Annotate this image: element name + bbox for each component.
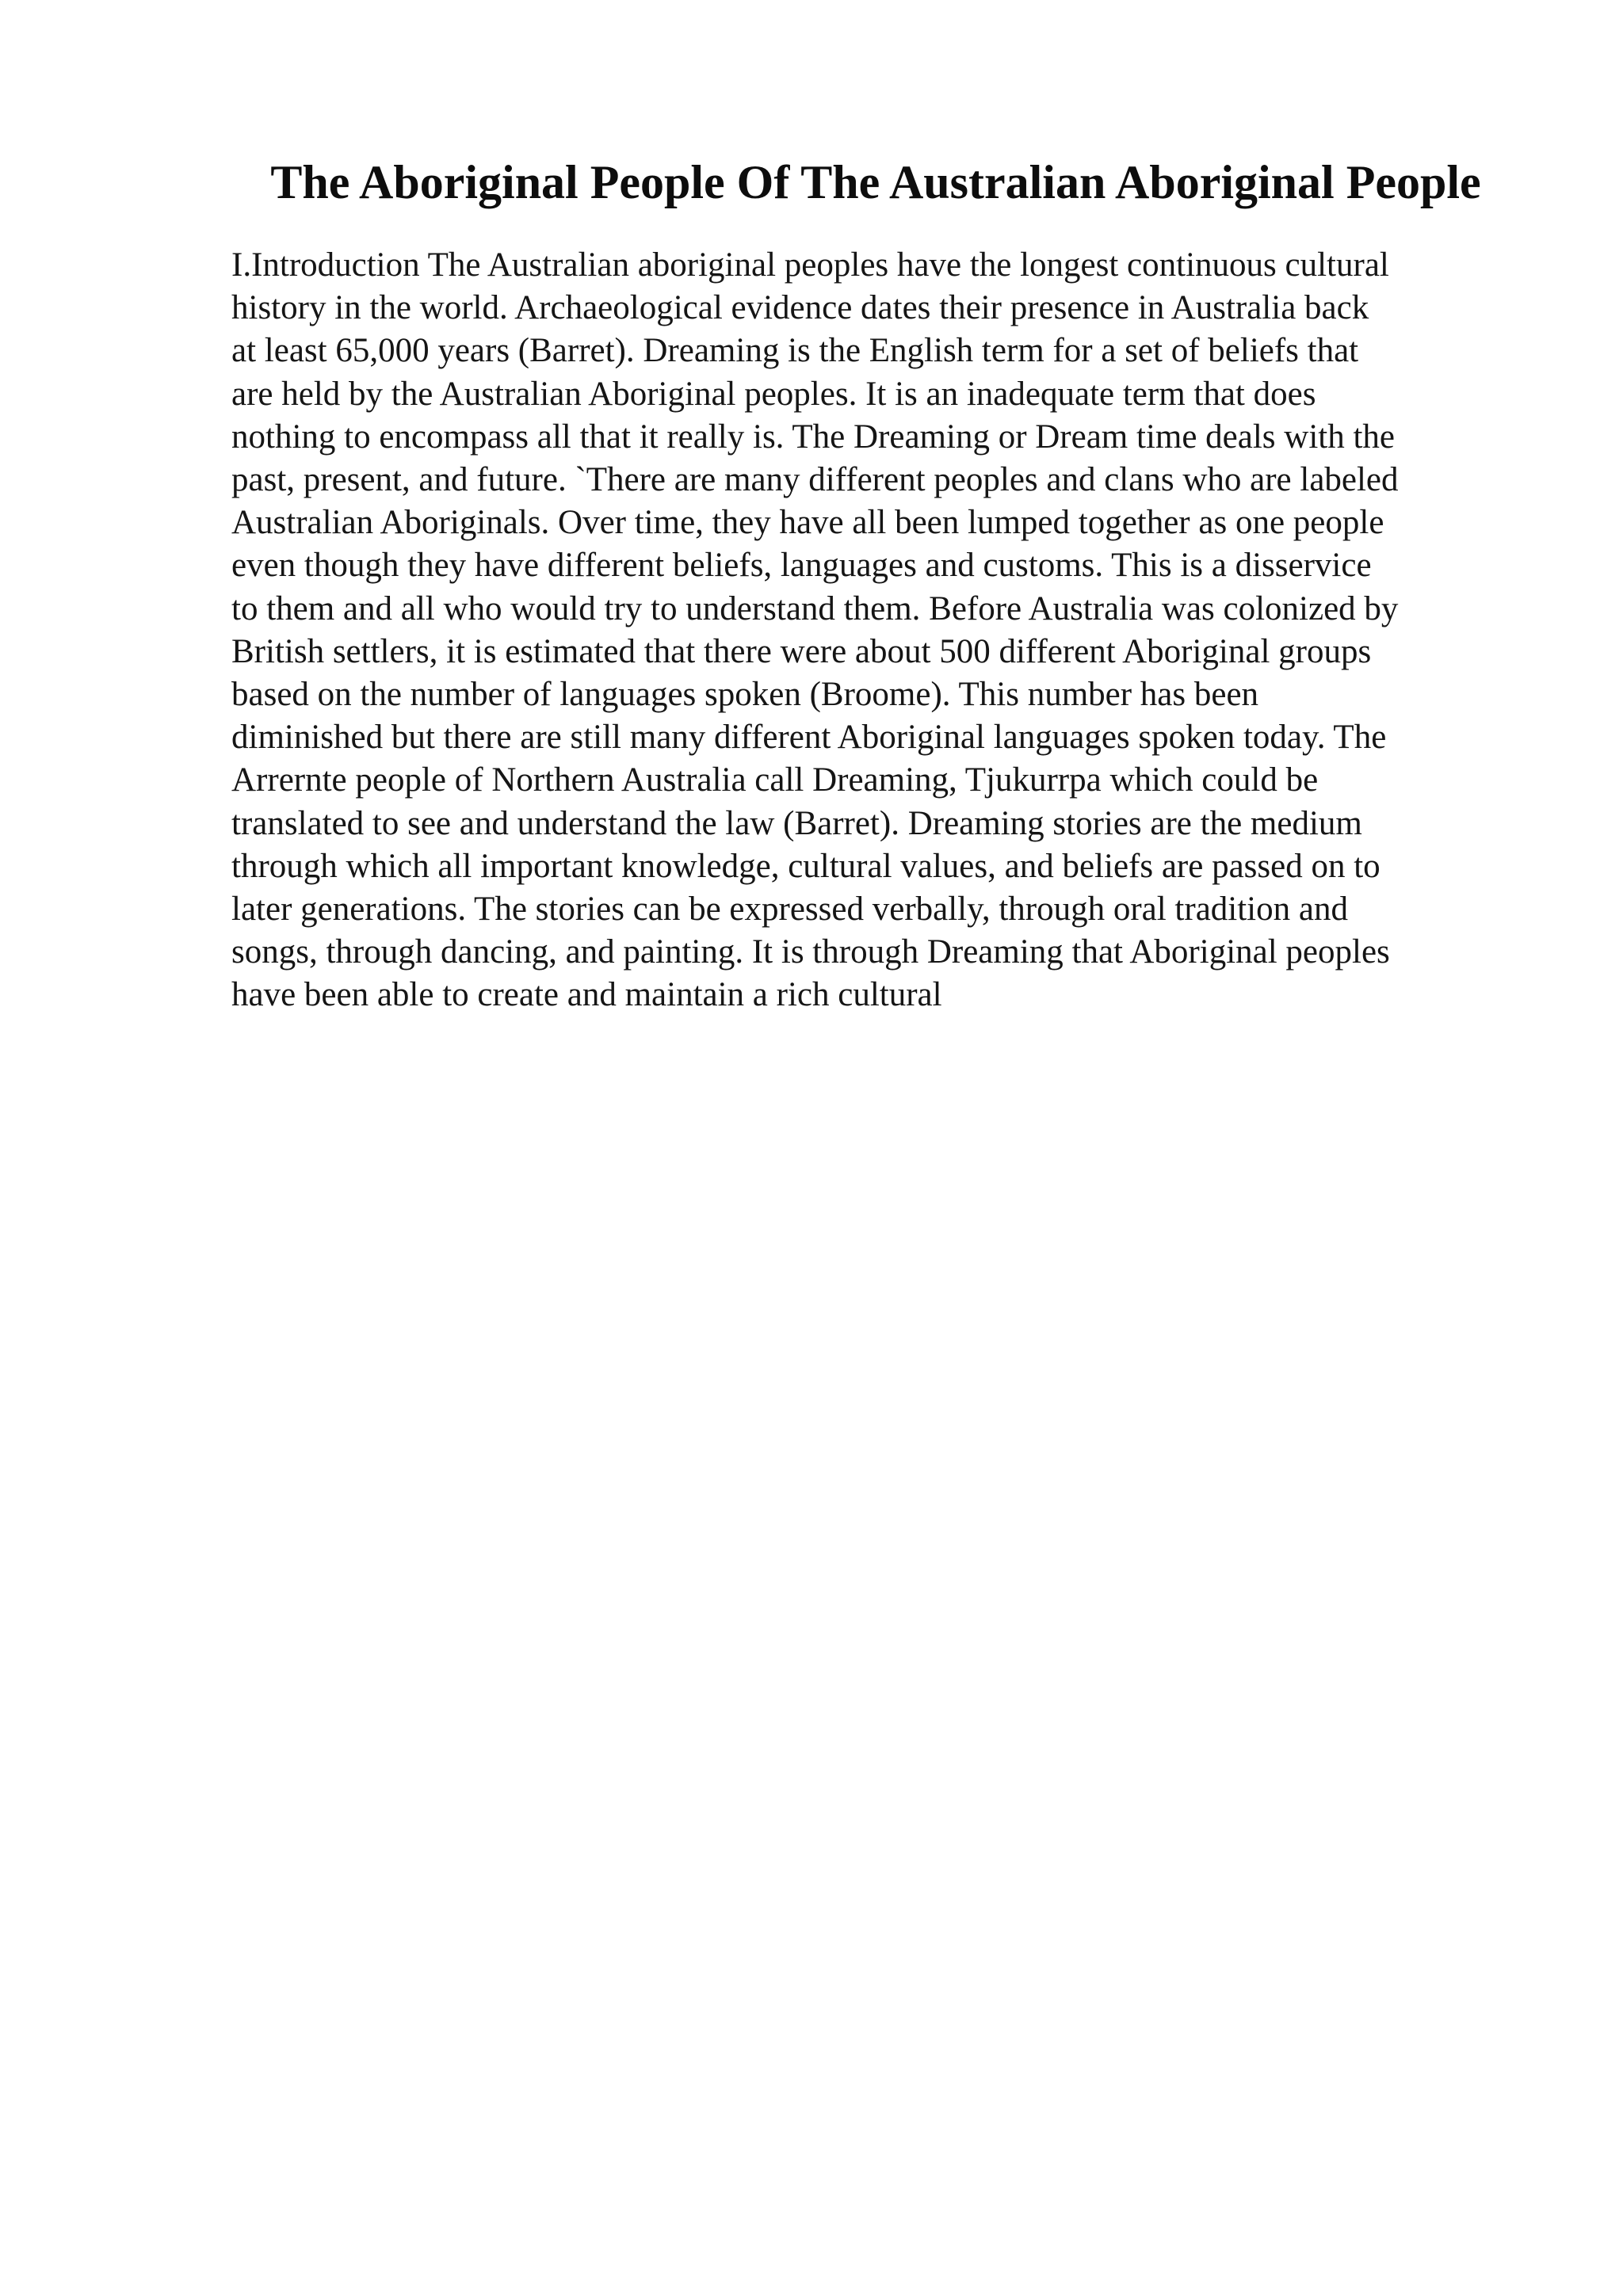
body-line: nothing to encompass all that it really is. The Dreaming or Dream time deals with the: [231, 418, 1396, 456]
body-line: past, present, and future. `There are many different peoples and clans who are labeled: [231, 461, 1399, 499]
body-line: British settlers, it is estimated that there were about 500 different Aboriginal groups: [231, 632, 1372, 670]
body-line: I.Introduction The Australian aboriginal peoples have the longest continuous cultural: [231, 246, 1389, 284]
body-line: even though they have different beliefs, languages and customs. This is a disservice: [231, 547, 1372, 585]
body-line: history in the world. Archaeological evidence dates their presence in Australia back: [231, 289, 1369, 327]
document-title: The Aboriginal People Of The Australian Aboriginal People: [270, 156, 1481, 208]
body-line: translated to see and understand the law (Barret). Dreaming stories are the medium: [231, 804, 1362, 842]
body-paragraph: [231, 244, 1515, 1017]
body-line: to them and all who would try to understand them. Before Australia was colonized by: [231, 589, 1399, 627]
body-line: based on the number of languages spoken (Broome). This number has been: [231, 676, 1259, 714]
body-line: through which all important knowledge, cultural values, and beliefs are passed on to: [231, 847, 1381, 885]
body-line: songs, through dancing, and painting. It is through Dreaming that Aboriginal peoples: [231, 933, 1390, 971]
body-line: diminished but there are still many different Aboriginal languages spoken today. The: [231, 719, 1387, 757]
body-line: are held by the Australian Aboriginal peoples. It is an inadequate term that does: [231, 375, 1316, 413]
body-line: Arrernte people of Northern Australia call Dreaming, Tjukurrpa which could be: [231, 761, 1319, 799]
body-line: Australian Aboriginals. Over time, they have all been lumped together as one people: [231, 504, 1384, 542]
body-line: at least 65,000 years (Barret). Dreaming is the English term for a set of beliefs that: [231, 332, 1359, 370]
body-line: have been able to create and maintain a rich cultural: [231, 976, 942, 1014]
body-line: later generations. The stories can be expressed verbally, through oral tradition and: [231, 891, 1348, 929]
